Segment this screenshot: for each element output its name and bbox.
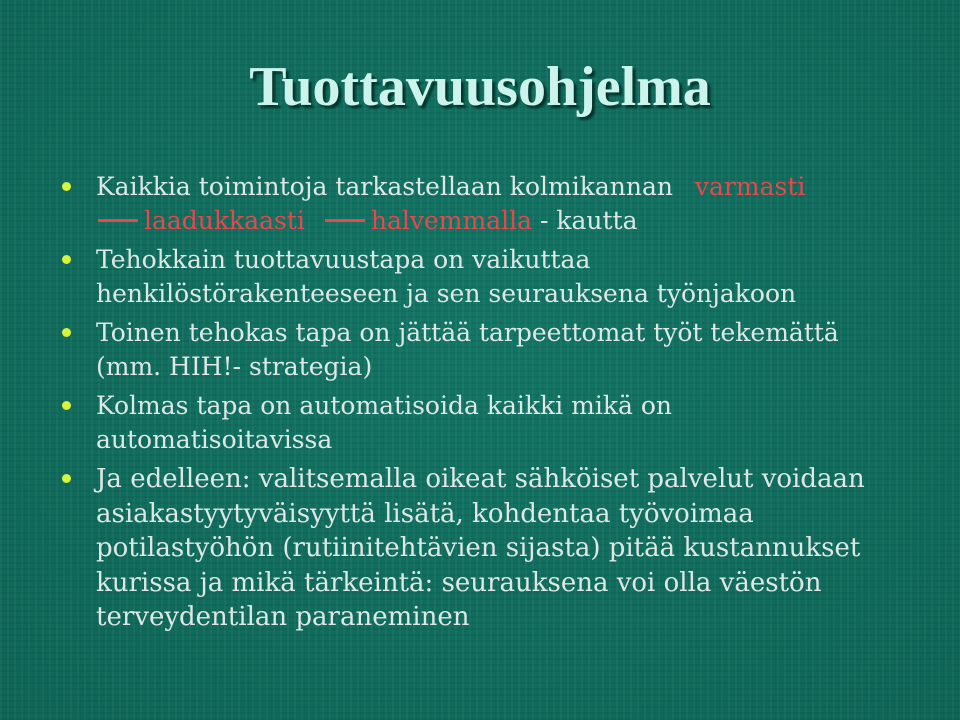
bullet-dot-icon [62, 401, 71, 410]
bullet-item-4 [60, 389, 900, 457]
bullet-1-highlight-laadukkaasti: laadukkaasti [144, 206, 305, 235]
bullet-2-text: Tehokkain tuottavuustapa on vaikuttaa henkilöstörakenteeseen ja sen seurauksena työnjakoon [96, 245, 797, 308]
bullet-1-text: Kaikkia toimintoja tarkastellaan kolmikannan [96, 172, 673, 201]
bullet-1-post: - kautta [539, 206, 638, 235]
bullet-3-text: Toinen tehokas tapa on jättää tarpeettomat työt tekemättä (mm. HIH!- strategia) [96, 318, 839, 381]
bullet-1-highlight-varmasti: varmasti [694, 172, 806, 201]
dash-mark [98, 219, 138, 222]
bullet-4-text: Kolmas tapa on automatisoida kaikki mikä on automatisoitavissa [96, 391, 672, 454]
bullet-list [60, 170, 900, 640]
dash-mark [325, 219, 365, 222]
bullet-dot-icon [62, 474, 71, 483]
bullet-dot-icon [62, 328, 71, 337]
bullet-dot-icon [62, 255, 71, 264]
bullet-5-text: Ja edelleen: valitsemalla oikeat sähköiset palvelut voidaan asiakastyytyväisyyttä lisätä, kohdentaa työvoimaa potilastyöhön (rutiinitehtävien sijasta) pitää kustannukset kurissa ja mikä tärkeintä: seurauksena voi olla väestön terveydentilan paraneminen [96, 464, 865, 632]
bullet-dot-icon [62, 182, 71, 191]
slide-title: Tuottavuusohjelma [249, 56, 711, 118]
bullet-1-highlight-halvemmalla: halvemmalla [370, 206, 532, 235]
bullet-item-2 [60, 243, 900, 311]
bullet-item-3 [60, 316, 900, 384]
bullet-item-5 [60, 462, 900, 635]
bullet-item-1 [60, 170, 900, 238]
